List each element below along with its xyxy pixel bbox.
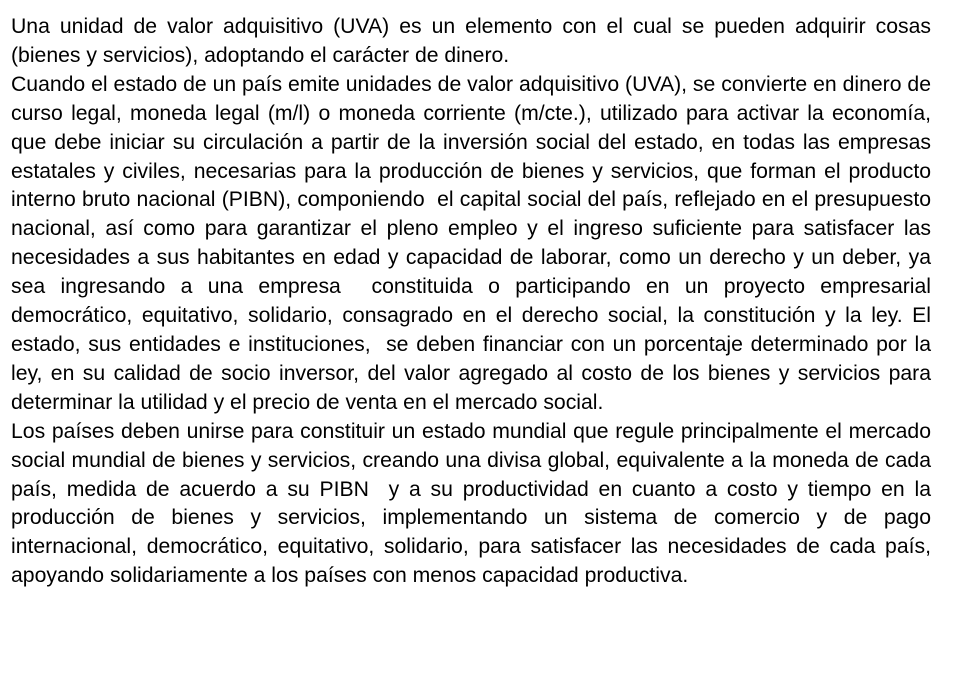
paragraph-world-state: Los países deben unirse para constituir un estado mundial que regule principalmente el mercado social mundial de bienes y servicios, creando una divisa global, equivalente a la moneda de cada país, medida de acuerdo a su PIBN y a su productividad en cuanto a costo y tiempo en la producción de bienes y servicios, implementando un sistema de comercio y de pago internacional, democrático, equitativo, solidario, para satisfacer las necesidades de cada país, apoyando solidariamente a los países con menos capacidad productiva. xyxy=(11,419,943,588)
paragraph-state-issuance: Cuando el estado de un país emite unidades de valor adquisitivo (UVA), se convierte en dinero de curso legal, moneda legal (m/l) o moneda corriente (m/cte.), utilizado para activar la economía, que debe iniciar su circulación a partir de la inversión social del estado, en todas las empresas estatales y civiles, necesarias para la producción de bienes y servicios, que forman el producto interno bruto nacional (PIBN), componiendo el capital social del país, reflejado en el presupuesto nacional, así como para garantizar el pleno empleo y el ingreso suficiente para satisfacer las necesidades a sus habitantes en edad y capacidad de laborar, como un derecho y un deber, ya sea ingresando a una empresa constituida o participando en un proyecto empresarial democrático, equitativo, solidario, consagrado en el derecho social, la constitución y la ley. El estado, sus entidades e instituciones, se deben financiar con un porcentaje determinado por la ley, en su calidad de socio inversor, del valor agregado al costo de los bienes y servicios para determinar la utilidad y el precio de venta en el mercado social. xyxy=(11,72,937,414)
paragraph-uva-definition: Una unidad de valor adquisitivo (UVA) es un elemento con el cual se pueden adquirir cosas (bienes y servicios), adoptando el carácter de dinero. xyxy=(11,15,937,67)
document-body xyxy=(11,13,943,591)
